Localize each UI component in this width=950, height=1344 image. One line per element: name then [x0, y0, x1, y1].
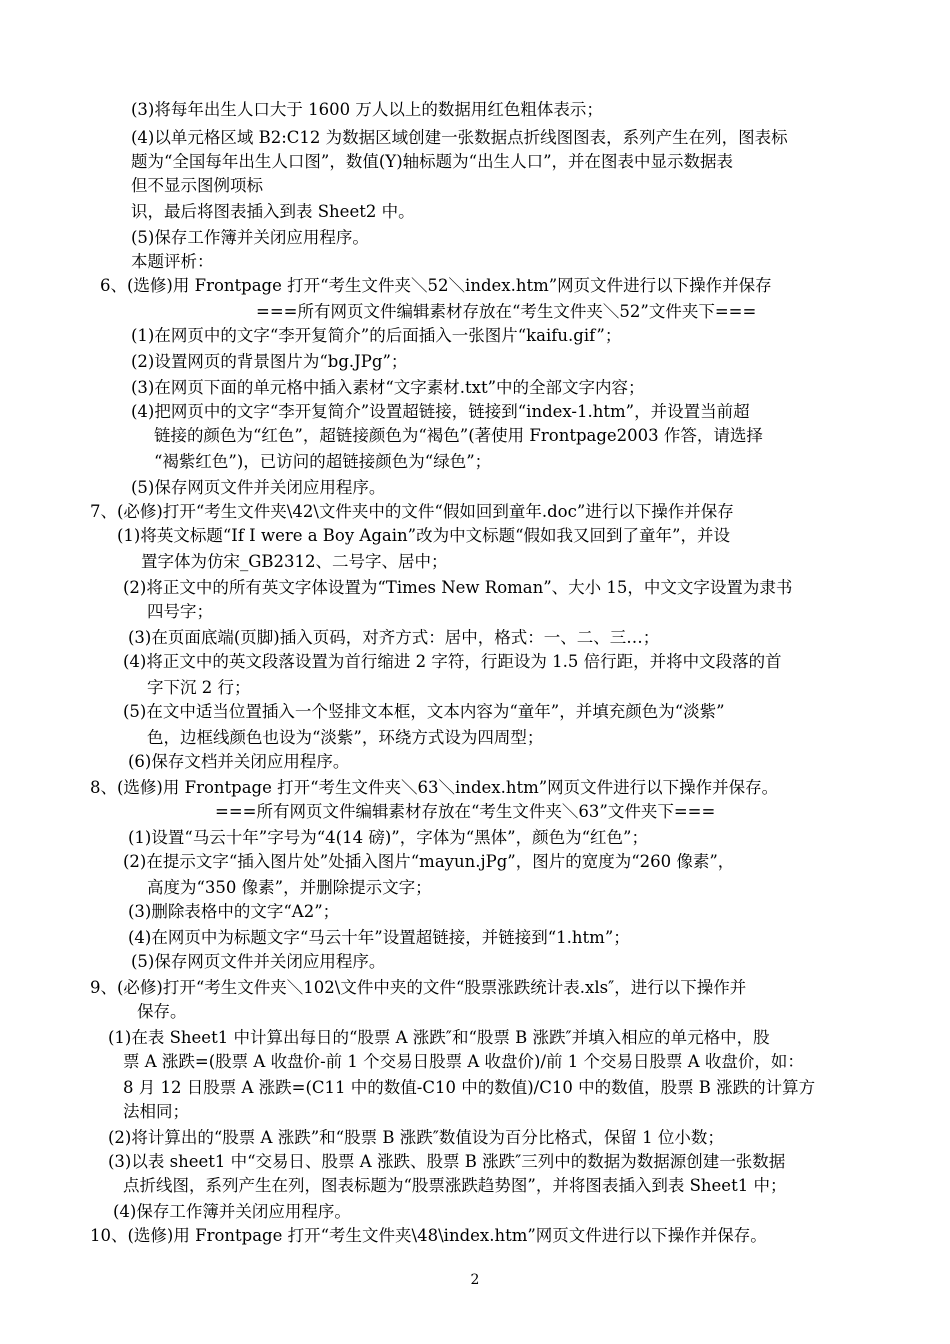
text-line: 本题评析：: [131, 252, 214, 271]
text-line: 法相同；: [123, 1102, 189, 1121]
text-line: 置字体为仿宋_GB2312、二号字、居中；: [141, 552, 448, 571]
text-line: (4)将正文中的英文段落设置为首行缩进 2 字符，行距设为 1.5 倍行距，并将中文段落的首: [123, 652, 782, 671]
text-line: (3)以表 sheet1 中“交易日、股票 A 涨跌、股票 B 涨跌″三列中的数据为数据源创建一张数据: [108, 1152, 786, 1171]
text-line: (3)在页面底端(页脚)插入页码，对齐方式：居中，格式：一、二、三…；: [128, 628, 660, 647]
text-line: (1)在网页中的文字“李开复简介”的后面插入一张图片“kaifu.gif”；: [131, 326, 622, 345]
text-line: (4)在网页中为标题文字“马云十年”设置超链接，并链接到“1.htm”；: [128, 928, 630, 947]
question-6-heading: 6、(选修)用 Frontpage 打开“考生文件夹＼52＼index.htm”网页文件进行以下操作并保存: [100, 276, 772, 295]
question-10-heading: 10、(选修)用 Frontpage 打开“考生文件夹\48\index.htm”网页文件进行以下操作并保存。: [90, 1226, 767, 1245]
text-line: (2)在提示文字“插入图片处”处插入图片“mayun.jPg”，图片的宽度为“260 像素”，: [123, 852, 735, 871]
text-line: (3)将每年出生人口大于 1600 万人以上的数据用红色粗体表示；: [131, 100, 603, 119]
question-9-heading: 9、(必修)打开“考生文件夹＼102\文件中夹的文件“股票涨跌统计表.xls″，进行以下操作并: [90, 978, 747, 997]
text-line: “褐紫红色”)，已访问的超链接颜色为“绿色”；: [154, 452, 492, 471]
text-line: (4)保存工作簿并关闭应用程序。: [113, 1202, 351, 1221]
text-line: (2)将计算出的“股票 A 涨跌”和“股票 B 涨跌″数值设为百分比格式，保留 1 位小数；: [108, 1128, 724, 1147]
text-line: (5)保存网页文件并关闭应用程序。: [131, 478, 386, 497]
text-line: 票 A 涨跌=(股票 A 收盘价-前 1 个交易日股票 A 收盘价)/前 1 个交易日股票 A 收盘价，如：: [123, 1052, 804, 1071]
text-line: (4)以单元格区域 B2:C12 为数据区域创建一张数据点折线图图表，系列产生在列，图表标: [131, 128, 788, 147]
question-8-heading: 8、(选修)用 Frontpage 打开“考生文件夹＼63＼index.htm”网页文件进行以下操作并保存。: [90, 778, 779, 797]
text-line: (3)在网页下面的单元格中插入素材“文字素材.txt”中的全部文字内容；: [131, 378, 645, 397]
text-line: 点折线图，系列产生在列，图表标题为“股票涨跌趋势图”，并将图表插入到表 Sheet1 中；: [123, 1176, 787, 1195]
text-line: 四号字；: [147, 602, 213, 621]
page-number: 2: [470, 1272, 480, 1288]
text-line: (3)删除表格中的文字“A2”；: [128, 902, 340, 921]
text-line: (5)在文中适当位置插入一个竖排文本框，文本内容为“童年”，并填充颜色为“淡紫”: [123, 702, 725, 721]
text-line: (1)设置“马云十年”字号为“4(14 磅)”，字体为“黑体”，颜色为“红色”；: [128, 828, 648, 847]
text-line: 但不显示图例项标: [131, 176, 263, 195]
text-line: (1)将英文标题“If I were a Boy Again”改为中文标题“假如我又回到了童年”，并设: [117, 526, 730, 545]
text-line: (4)把网页中的文字“李开复简介”设置超链接，链接到“index-1.htm”，并设置当前超: [131, 402, 750, 421]
question-7-heading: 7、(必修)打开“考生文件夹\42\文件夹中的文件“假如回到童年.doc”进行以下操作并保存: [90, 502, 734, 521]
text-line: 题为“全国每年出生人口图”，数值(Y)轴标题为“出生人口”，并在图表中显示数据表: [131, 152, 734, 171]
text-line: 识，最后将图表插入到表 Sheet2 中。: [131, 202, 415, 221]
text-line: ===所有网页文件编辑素材存放在“考生文件夹＼52”文件夹下===: [256, 302, 757, 321]
text-line: (5)保存网页文件并关闭应用程序。: [131, 952, 386, 971]
text-line: 链接的颜色为“红色”，超链接颜色为“褐色”(著使用 Frontpage2003 作答，请选择: [154, 426, 763, 445]
text-line: 字下沉 2 行；: [147, 678, 251, 697]
text-line: (2)将正文中的所有英文字体设置为“Times New Roman”、大小 15，中文文字设置为隶书: [123, 578, 793, 597]
text-line: ===所有网页文件编辑素材存放在“考生文件夹＼63”文件夹下===: [215, 802, 716, 821]
text-line: (6)保存文档并关闭应用程序。: [128, 752, 350, 771]
text-line: (5)保存工作簿并关闭应用程序。: [131, 228, 369, 247]
text-line: 8 月 12 日股票 A 涨跌=(C11 中的数值-C10 中的数值)/C10 中的数值，股票 B 涨跌的计算方: [123, 1078, 816, 1097]
text-line: (1)在表 Sheet1 中计算出每日的“股票 A 涨跌″和“股票 B 涨跌″并填入相应的单元格中，股: [108, 1028, 770, 1047]
text-line: 高度为“350 像素”，并删除提示文字；: [147, 878, 432, 897]
text-line: 保存。: [137, 1002, 187, 1021]
text-line: (2)设置网页的背景图片为“bg.JPg”；: [131, 352, 408, 371]
text-line: 色，边框线颜色也设为“淡紫”，环绕方式设为四周型；: [147, 728, 544, 747]
